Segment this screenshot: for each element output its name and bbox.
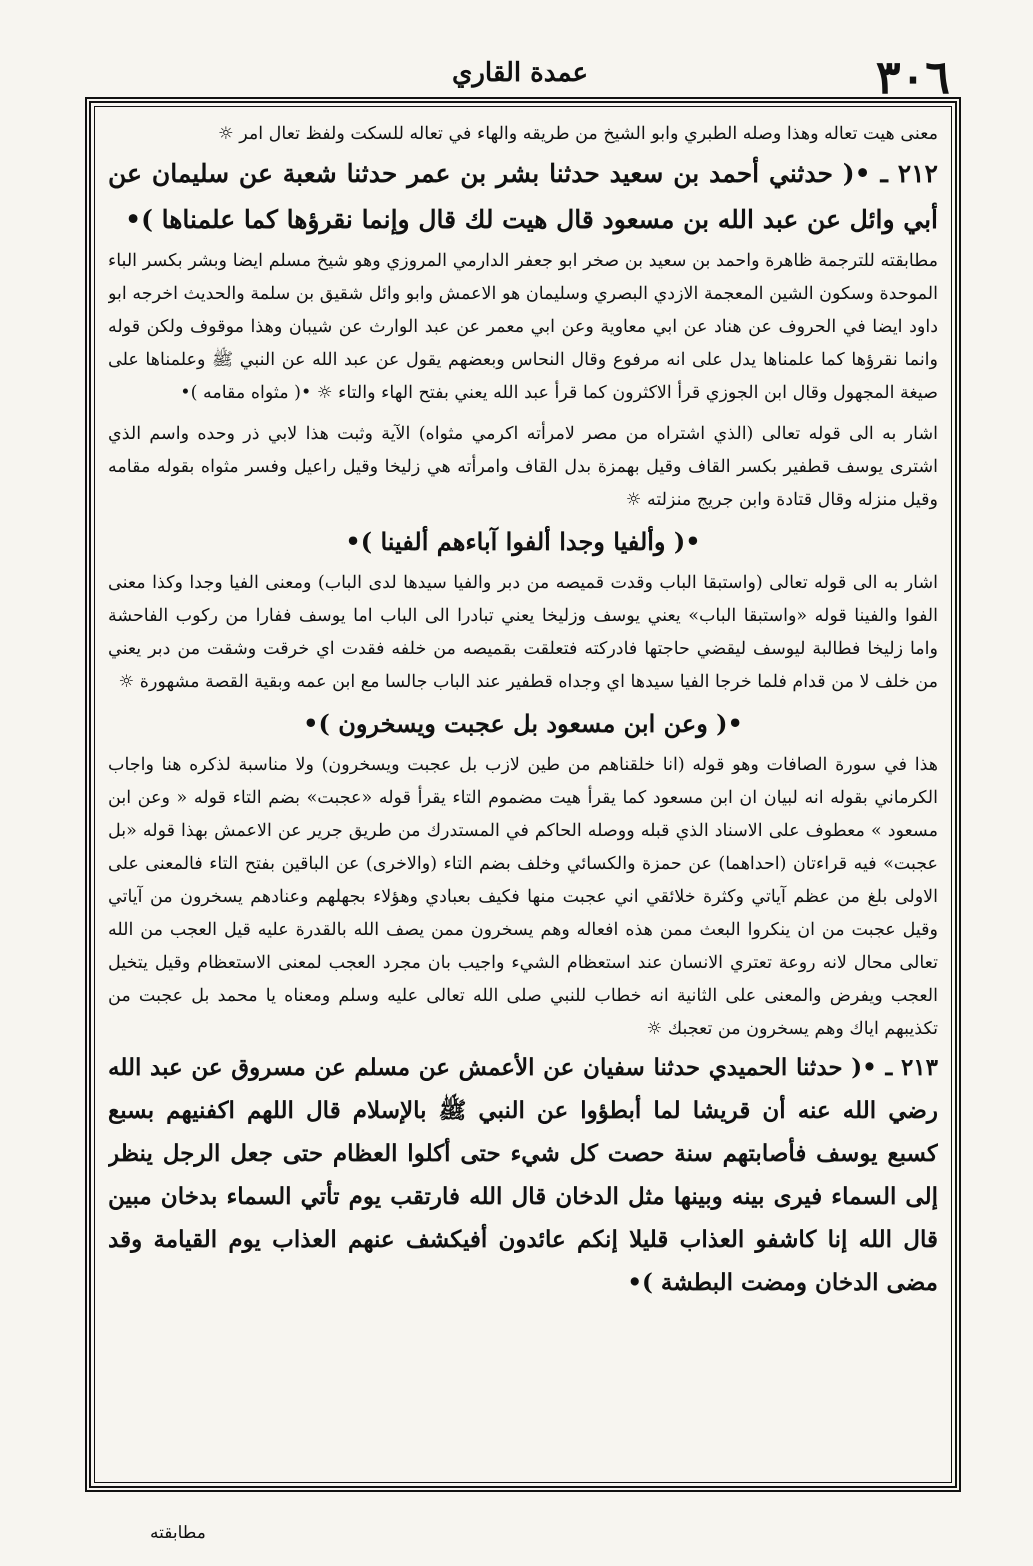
commentary-paragraph: معنى هيت تعاله وهذا وصله الطبري وابو الشيخ من طريقه والهاء في تعاله للسكت ولفظ تعال امر ☼ (217, 124, 938, 144)
commentary-paragraph: مطابقته للترجمة ظاهرة واحمد بن سعيد بن صخر ابو جعفر الدارمي المروزي وهو شيخ مسلم ايضا وبشر بكسر الباء الموحدة وسكون الشين المعجمة الازدي البصري وسليمان هو الاعمش وابو وائل شقيق بن سلمة والحديث اخرجه ابو داود ايضا في الحروف عن هناد عن ابي معاوية وعن ابي معمر عن عبد الوارث عن شيبان وهذا موقوف ولكن قوله وانما نقرؤها كما علمناها يدل على انه مرفوع وقال النحاس وبعضهم يقول عن عبد الله عن النبي ﷺ وعلمناها على صيغة المجهول وقال ابن الجوزي قرأ الاكثرون كما قرأ عبد الله يعني بفتح الهاء والتاء ☼ •( مثواه مقامه )• (108, 251, 938, 403)
page-number: ٣٠٦ (875, 50, 950, 104)
page-header (80, 40, 960, 104)
commentary-paragraph: اشار به الى قوله تعالى (واستبقا الباب وقدت قميصه من دبر والفيا سيدها لدى الباب) ومعنى الفيا وجدا وكذا معنى الفوا والفينا قوله «واستبقا الباب» يعني يوسف وزليخا يعني تبادرا الى الباب اما يوسف ففارا من ركوب الفاحشة واما زليخا فطالبة ليوسف ليقضي حاجتها فادركته فتعلقت بقميصه من خلفه فقدت اي خرقت وشقت من دبر يعني من خلف لا من قدام فلما خرجا الفيا سيدها اي وجداه قطفير عند الباب جالسا مع ابن عمه وبقية القصة مشهورة ☼ (108, 573, 938, 692)
commentary-paragraph: هذا في سورة الصافات وهو قوله (انا خلقناهم من طين لازب بل عجبت ويسخرون) ولا مناسبة لذكره هنا واجاب الكرماني بقوله انه لبيان ان ابن مسعود كما يقرأ هيت مضموم التاء يقرأ قوله «عجبت» بضم التاء قوله « وعن ابن مسعود » معطوف على الاسناد الذي قبله ووصله الحاكم في المستدرك من طريق جرير عن الاعمش بهذا قوله «بل عجبت» فيه قراءتان (احداهما) عن حمزة والكسائي وخلف بضم التاء (والاخرى) عن الباقين بفتح التاء فالمعنى على الاولى بلغ من عظم آياتي وكثرة خلائقي اني عجبت منها فكيف بعبادي وهؤلاء بجهلهم وعنادهم يسخرون من آياتي وقيل عجبت من ان ينكروا البعث ممن هذه افعاله وهم يسخرون ممن يصف الله بالقدرة عليه قيل العجب من الله تعالى محال لانه روعة تعتري الانسان عند استعظام الشيء واجيب بان مجرد العجب لمعنى الاستعظام وقيل يتخيل العجب ويفرض والمعنى على الثانية انه خطاب للنبي صلى الله تعالى عليه وسلم ومعناه يا محمد بل عجبت من تكذيبهم اياك وهم يسخرون من تعجبك ☼ (108, 755, 938, 1039)
page-content (108, 118, 938, 1473)
catchword: مطابقته (150, 1523, 206, 1543)
hadith-212: ٢١٢ ـ •( حدثني أحمد بن سعيد حدثنا بشر بن عمر حدثنا شعبة عن سليمان عن أبي وائل عن عبد الله بن مسعود قال هيت لك قال وإنما نقرؤها كما علمناها )• (108, 159, 938, 234)
section-heading: •( وعن ابن مسعود بل عجبت ويسخرون )• (303, 709, 743, 738)
running-title: عمدة القاري (452, 58, 588, 88)
hadith-213: ٢١٣ ـ •( حدثنا الحميدي حدثنا سفيان عن الأعمش عن مسلم عن مسروق عن عبد الله رضي الله عنه أن قريشا لما أبطؤوا عن النبي ﷺ بالإسلام قال اللهم اكفنيهم بسبع كسبع يوسف فأصابتهم سنة حصت كل شيء حتى أكلوا العظام حتى جعل الرجل ينظر إلى السماء فيرى بينه وبينها مثل الدخان قال الله فارتقب يوم تأتي السماء بدخان مبين قال الله إنا كاشفو العذاب قليلا إنكم عائدون أفيكشف عنهم العذاب يوم القيامة وقد مضى الدخان ومضت البطشة )• (108, 1054, 938, 1296)
commentary-paragraph: اشار به الى قوله تعالى (الذي اشتراه من مصر لامرأته اكرمي مثواه) الآية وثبت هذا لابي ذر وحده واسم الذي اشترى يوسف قطفير بكسر القاف وقيل بهمزة بدل القاف وامرأته هي زليخا وقيل راعيل وفسر مثواه بقوله مقامه وقيل منزله وقال قتادة وابن جريج منزلته ☼ (108, 424, 938, 510)
section-heading: •( وألفيا وجدا ألفوا آباءهم ألفينا )• (345, 527, 701, 556)
